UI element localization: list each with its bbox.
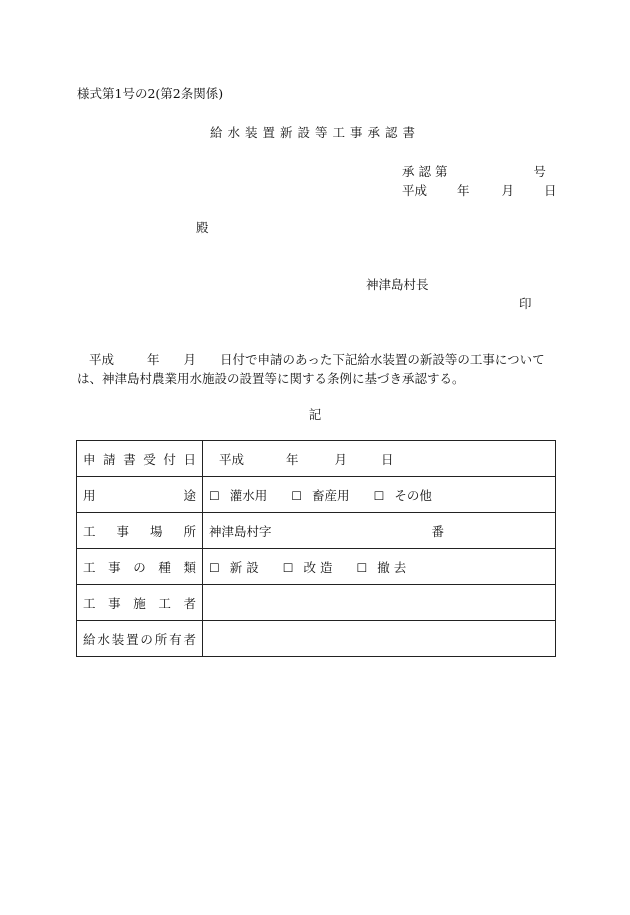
option-new: 新 設 <box>229 559 259 575</box>
table-row-location <box>77 513 556 549</box>
location-prefix: 神津島村字 <box>209 523 272 539</box>
checkbox-irrigation[interactable]: ☐ <box>209 488 220 503</box>
contractor-field[interactable] <box>203 585 556 621</box>
checkbox-livestock[interactable]: ☐ <box>291 488 303 503</box>
table-row-contractor <box>77 585 556 621</box>
form-id: 様式第1号の2(第2条関係) <box>77 86 224 101</box>
recipient-suffix: 殿 <box>196 220 209 235</box>
info-table <box>76 440 556 657</box>
option-livestock: 畜産用 <box>312 487 350 503</box>
table-row-work-type <box>77 549 556 585</box>
approval-month-unit: 月 <box>501 183 514 198</box>
body-era: 平成 <box>89 352 115 367</box>
table-row-purpose <box>77 477 556 513</box>
table-row-application-date <box>77 441 556 477</box>
checkbox-new[interactable]: ☐ <box>209 560 220 575</box>
table-row-owner <box>77 621 556 657</box>
option-modify: 改 造 <box>303 559 333 575</box>
checkbox-other[interactable]: ☐ <box>373 488 385 503</box>
application-date-era: 平成 <box>219 451 245 467</box>
application-date-field[interactable] <box>203 441 556 477</box>
approval-era: 平成 <box>402 183 428 198</box>
approval-number-row <box>402 162 546 180</box>
location-field[interactable] <box>203 513 556 549</box>
approval-label: 承 認 第 <box>402 164 448 179</box>
seal-mark: 印 <box>519 296 532 311</box>
work-type-label: 工事の種類 <box>77 549 203 585</box>
option-remove: 撤 去 <box>377 559 407 575</box>
location-label: 工事場所 <box>77 513 203 549</box>
purpose-label: 用途 <box>77 477 203 513</box>
application-date-label: 申請書受付日 <box>77 441 203 477</box>
option-other: その他 <box>394 487 432 503</box>
contractor-label: 工事施工者 <box>77 585 203 621</box>
document-title: 給水装置新設等工事承認書 <box>209 125 420 140</box>
work-type-options <box>203 549 556 585</box>
checkbox-modify[interactable]: ☐ <box>282 560 294 575</box>
body-month-unit: 月 <box>183 352 197 367</box>
option-irrigation: 灌水用 <box>229 487 268 503</box>
owner-field[interactable] <box>203 621 556 657</box>
location-suffix: 番 <box>431 523 445 539</box>
purpose-options <box>203 477 556 513</box>
body-year-unit: 年 <box>147 352 160 367</box>
owner-label: 給水装置の所有者 <box>77 621 203 657</box>
body-paragraph <box>77 350 557 388</box>
checkbox-remove[interactable]: ☐ <box>356 560 368 575</box>
application-date-year-unit: 年 <box>286 451 299 467</box>
body-text: 日付で申請のあった下記給水装置の新設等の工事については、神津島村農業用水施設の設置等に関する条例に基づき承認する。 <box>77 352 545 386</box>
approval-date-row <box>402 181 556 199</box>
issuer-name: 神津島村長 <box>366 277 429 292</box>
ki-heading: 記 <box>308 407 322 422</box>
approval-day-unit: 日 <box>543 183 557 198</box>
approval-number-suffix: 号 <box>533 164 546 179</box>
approval-year-unit: 年 <box>456 183 470 198</box>
application-date-month-unit: 月 <box>334 451 348 467</box>
application-date-day-unit: 日 <box>381 451 394 467</box>
